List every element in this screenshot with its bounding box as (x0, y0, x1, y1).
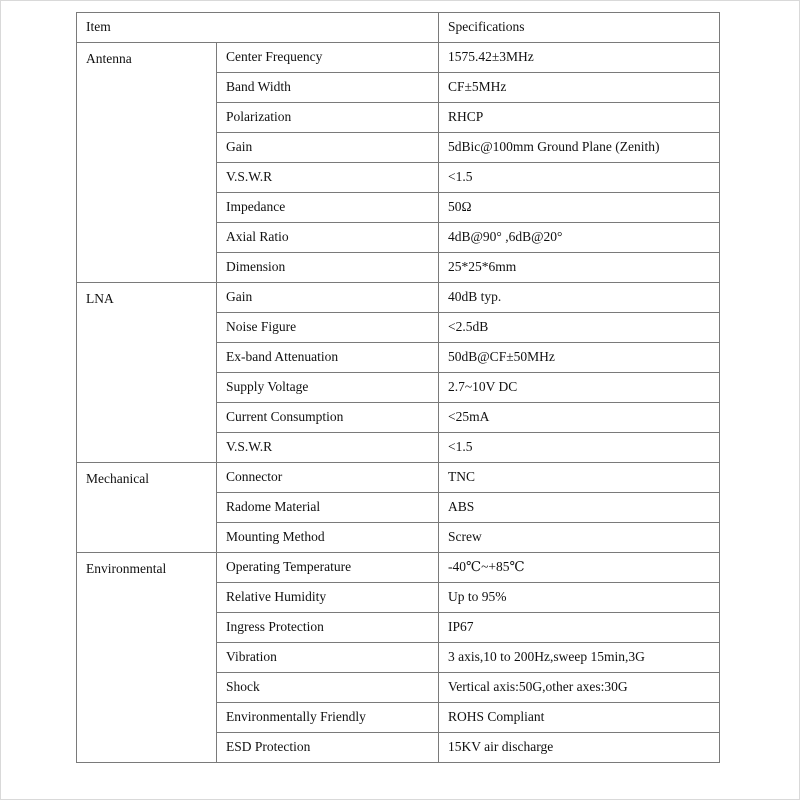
spec-cell: 4dB@90° ,6dB@20° (439, 223, 720, 253)
item-cell: Band Width (217, 73, 439, 103)
spec-cell: <2.5dB (439, 313, 720, 343)
item-cell: Gain (217, 283, 439, 313)
item-cell: Environmentally Friendly (217, 703, 439, 733)
spec-cell: TNC (439, 463, 720, 493)
spec-cell: ROHS Compliant (439, 703, 720, 733)
spec-cell: 15KV air discharge (439, 733, 720, 763)
header-item: Item (77, 13, 439, 43)
item-cell: V.S.W.R (217, 433, 439, 463)
spec-cell: 50Ω (439, 193, 720, 223)
item-cell: Operating Temperature (217, 553, 439, 583)
item-cell: Center Frequency (217, 43, 439, 73)
item-cell: ESD Protection (217, 733, 439, 763)
item-cell: Mounting Method (217, 523, 439, 553)
item-cell: Shock (217, 673, 439, 703)
item-cell: Relative Humidity (217, 583, 439, 613)
spec-row (77, 43, 720, 73)
spec-cell: Screw (439, 523, 720, 553)
spec-cell: 50dB@CF±50MHz (439, 343, 720, 373)
item-cell: Impedance (217, 193, 439, 223)
spec-cell: 25*25*6mm (439, 253, 720, 283)
spec-cell: Up to 95% (439, 583, 720, 613)
spec-cell: 5dBic@100mm Ground Plane (Zenith) (439, 133, 720, 163)
spec-cell: IP67 (439, 613, 720, 643)
item-cell: Noise Figure (217, 313, 439, 343)
group-cell-environmental: Environmental (77, 553, 217, 763)
item-cell: Ingress Protection (217, 613, 439, 643)
spec-row (77, 553, 720, 583)
spec-cell: <25mA (439, 403, 720, 433)
item-cell: Dimension (217, 253, 439, 283)
item-cell: Supply Voltage (217, 373, 439, 403)
spec-cell: 3 axis,10 to 200Hz,sweep 15min,3G (439, 643, 720, 673)
item-cell: V.S.W.R (217, 163, 439, 193)
spec-cell: 2.7~10V DC (439, 373, 720, 403)
spec-cell: 1575.42±3MHz (439, 43, 720, 73)
spec-cell: ABS (439, 493, 720, 523)
item-cell: Connector (217, 463, 439, 493)
header-row (77, 13, 720, 43)
spec-table-body (77, 13, 720, 763)
item-cell: Vibration (217, 643, 439, 673)
item-cell: Current Consumption (217, 403, 439, 433)
item-cell: Gain (217, 133, 439, 163)
item-cell: Radome Material (217, 493, 439, 523)
header-specifications: Specifications (439, 13, 720, 43)
spec-row (77, 463, 720, 493)
group-cell-lna: LNA (77, 283, 217, 463)
spec-cell: Vertical axis:50G,other axes:30G (439, 673, 720, 703)
spec-table (76, 12, 720, 763)
spec-cell: -40℃~+85℃ (439, 553, 720, 583)
group-cell-antenna: Antenna (77, 43, 217, 283)
item-cell: Ex-band Attenuation (217, 343, 439, 373)
item-cell: Axial Ratio (217, 223, 439, 253)
group-cell-mechanical: Mechanical (77, 463, 217, 553)
spec-cell: RHCP (439, 103, 720, 133)
spec-cell: <1.5 (439, 433, 720, 463)
spec-cell: 40dB typ. (439, 283, 720, 313)
spec-cell: <1.5 (439, 163, 720, 193)
item-cell: Polarization (217, 103, 439, 133)
spec-cell: CF±5MHz (439, 73, 720, 103)
spec-row (77, 283, 720, 313)
